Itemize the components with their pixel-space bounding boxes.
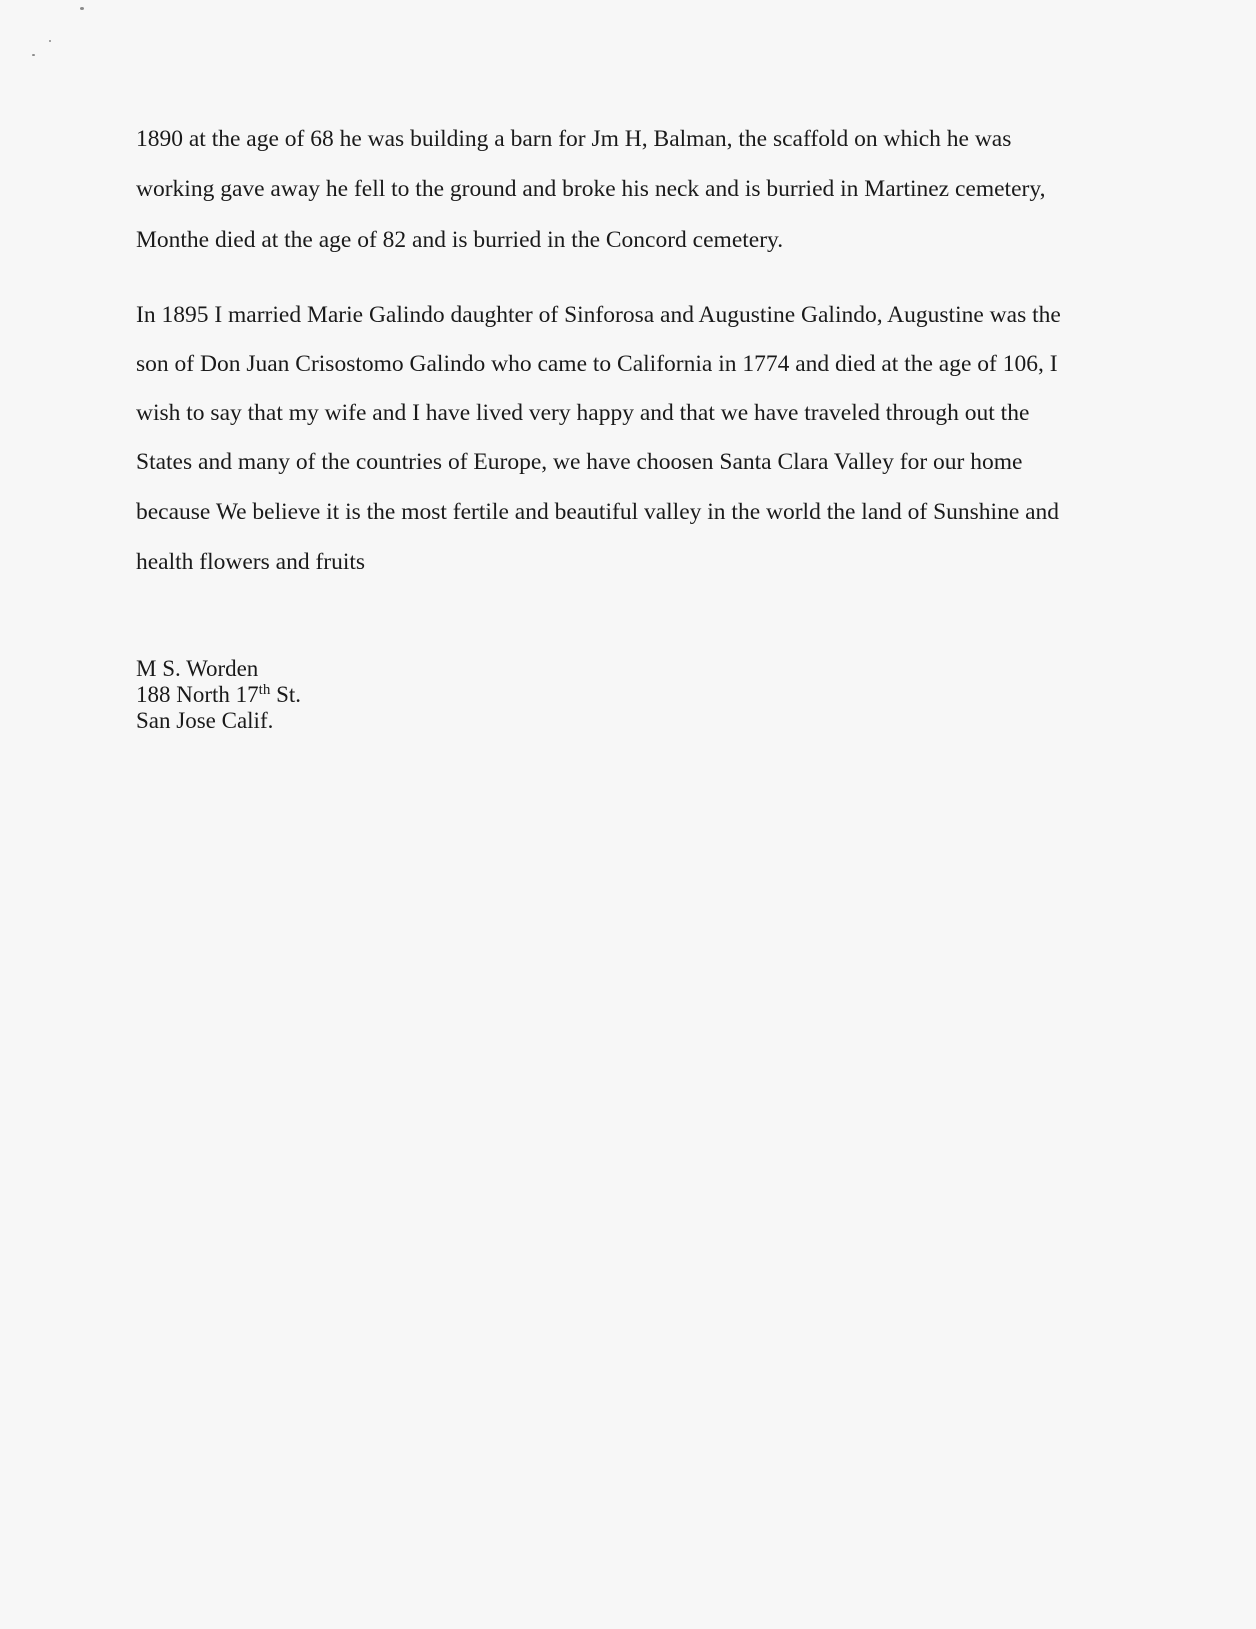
scan-speck bbox=[80, 7, 84, 10]
signature-name: M S. Worden bbox=[136, 656, 259, 681]
paragraph-2-line-1: In 1895 I married Marie Galindo daughter of Sinforosa and Augustine Galindo, Augustine was the bbox=[136, 302, 1061, 328]
signature-address bbox=[136, 681, 301, 709]
paragraph-2-line-4: States and many of the countries of Europe, we have choosen Santa Clara Valley for our home bbox=[136, 449, 1023, 475]
address-ordinal-suffix: th bbox=[258, 682, 271, 698]
signature-city: San Jose Calif. bbox=[136, 708, 274, 733]
scan-speck bbox=[32, 54, 35, 56]
paragraph-2-line-6: health flowers and fruits bbox=[136, 549, 366, 575]
paragraph-2-line-2: son of Don Juan Crisostomo Galindo who came to California in 1774 and died at the age of 106, I bbox=[136, 351, 1058, 377]
paragraph-1-line-2: working gave away he fell to the ground and broke his neck and is burried in Martinez cemetery, bbox=[136, 176, 1046, 202]
address-street-type: St. bbox=[270, 682, 302, 707]
paragraph-2-line-3: wish to say that my wife and I have lived very happy and that we have traveled through out the bbox=[136, 400, 1030, 426]
paragraph-2-line-5: because We believe it is the most fertile and beautiful valley in the world the land of Sunshine and bbox=[136, 499, 1060, 525]
paragraph-1-line-3: Monthe died at the age of 82 and is burried in the Concord cemetery. bbox=[136, 227, 784, 253]
scan-speck bbox=[49, 40, 51, 42]
paragraph-1-line-1: 1890 at the age of 68 he was building a barn for Jm H, Balman, the scaffold on which he was bbox=[136, 126, 1012, 152]
address-street-number: 188 North 17 bbox=[136, 682, 259, 707]
